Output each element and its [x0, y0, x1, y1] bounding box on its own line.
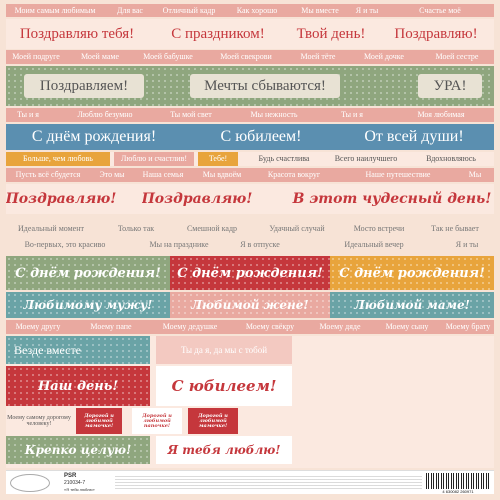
label: Больше, чем любовь	[6, 152, 110, 166]
label: Моему свёкру	[245, 322, 295, 331]
label: Дорогой и любимой мамочке!	[76, 408, 122, 434]
label: Во-первых, это красиво	[24, 240, 106, 249]
label: Моя любимая	[417, 110, 465, 119]
label: Я и ты	[455, 240, 479, 249]
label: Люблю и счастлив!	[114, 152, 194, 166]
label: Моей маме	[80, 52, 119, 61]
label: Отличный кадр	[162, 5, 216, 15]
strip-row-10	[6, 222, 494, 236]
label: Поздравляем!	[24, 74, 144, 98]
label: Я в отпуске	[240, 240, 280, 249]
label: Как хорошо	[236, 5, 278, 15]
label: Мы вместе	[301, 5, 339, 15]
label: Моей подруге	[12, 52, 60, 61]
label: Везде вместе	[6, 336, 150, 364]
label: Для вас	[117, 5, 143, 15]
label: С юбилеем!	[156, 366, 292, 406]
label: Крепко целую!	[6, 436, 150, 464]
label: Люблю безумно	[77, 110, 133, 119]
label: Поздравляю!	[6, 191, 116, 207]
label: Любимому мужу!	[6, 292, 170, 318]
label: Удачный случай	[269, 224, 325, 233]
label: Ты и я	[341, 110, 363, 119]
label: С днём рождения!	[170, 256, 330, 290]
sku-number: 210034-7	[64, 480, 86, 486]
label: Моей дочке	[364, 52, 404, 61]
product-name: «Я тебя люблю»	[64, 487, 95, 492]
strip-row-13	[6, 292, 494, 318]
label: Наш день!	[6, 366, 150, 406]
strip-row-2	[6, 19, 494, 49]
label: С днём рождения!	[31, 128, 157, 145]
label: Моим самым любимым	[14, 5, 96, 15]
strip-row-12	[6, 256, 494, 290]
brand-logo	[10, 474, 50, 492]
strip-row-7	[6, 152, 494, 166]
label: Ты мой свет	[170, 110, 212, 119]
label: Поздравляю тебя!	[19, 25, 135, 42]
sku-code: PSR	[64, 473, 77, 479]
label: С юбилеем!	[220, 128, 302, 145]
label: Только так	[117, 224, 155, 233]
label: Моей сестре	[435, 52, 479, 61]
strip-row-9	[6, 184, 494, 214]
label: Мы вдвоём	[202, 170, 242, 179]
label: С днём рождения!	[330, 256, 494, 290]
barcode-number: 4 630082 260971	[426, 489, 490, 494]
label: Я тебя люблю!	[156, 436, 292, 464]
strip-row-5	[6, 108, 494, 122]
label: Поздравляю!	[142, 191, 252, 207]
label: От всей души!	[364, 128, 464, 145]
strip-row-8	[6, 168, 494, 182]
label: Я и ты	[355, 5, 379, 15]
label: С днём рождения!	[6, 256, 170, 290]
label: Любимой маме!	[330, 292, 494, 318]
label: Наше путешествие	[365, 170, 431, 179]
label: Пусть всё сбудется	[15, 170, 81, 179]
label: Любимой жене!	[170, 292, 330, 318]
label: Моему другу	[15, 322, 61, 331]
strip-row-14	[6, 320, 494, 334]
label: Моему брату	[445, 322, 491, 331]
label: Моему дедушке	[162, 322, 218, 331]
label: Моему дяде	[319, 322, 361, 331]
label: УРА!	[418, 74, 482, 98]
label: Вдохновляюсь	[426, 154, 476, 163]
label: Моему сыну	[385, 322, 429, 331]
label: Дорогой и любимой папочке!	[132, 408, 182, 434]
label: Моему самому дорогому человеку!	[7, 415, 71, 427]
barcode	[426, 473, 490, 493]
label: Красота вокруг	[267, 170, 321, 179]
strip-row-4	[6, 66, 494, 106]
label: Дорогой и любимой мамочке!	[188, 408, 238, 434]
label: Идеальный вечер	[344, 240, 404, 249]
label: Мосто встречи	[353, 224, 405, 233]
label: Моей свекрови	[220, 52, 272, 61]
label: Так не бывает	[431, 224, 479, 233]
label: Моему папе	[90, 322, 132, 331]
strip-row-3	[6, 50, 494, 64]
label: Будь счастлива	[258, 154, 310, 163]
label: Мы нежность	[250, 110, 298, 119]
label: Твой день!	[296, 25, 366, 42]
strip-row-11	[6, 238, 494, 252]
label: Ты да я, да мы с тобой	[156, 336, 292, 364]
label: Счастье моё	[419, 5, 461, 15]
label: В этот чудесный день!	[292, 191, 492, 207]
label: Наша семья	[142, 170, 184, 179]
label: С праздником!	[171, 25, 265, 42]
strip-row-1	[6, 4, 494, 17]
product-footer	[6, 470, 494, 494]
lower-block	[6, 336, 494, 468]
label: Моей тёте	[300, 52, 336, 61]
strip-row-6	[6, 124, 494, 150]
label: Тебе!	[198, 152, 238, 166]
fine-print	[115, 476, 422, 490]
label: Смешной кадр	[186, 224, 238, 233]
label: Моей бабушке	[143, 52, 193, 61]
label: Идеальный момент	[18, 224, 84, 233]
label: Ты и я	[17, 110, 39, 119]
label: Всего наилучшего	[334, 154, 398, 163]
label: Это мы	[99, 170, 125, 179]
label: Мы	[468, 170, 482, 179]
label: Мечты сбываются!	[190, 74, 340, 98]
label: Мы на празднике	[149, 240, 209, 249]
label: Поздравляю!	[394, 25, 478, 42]
